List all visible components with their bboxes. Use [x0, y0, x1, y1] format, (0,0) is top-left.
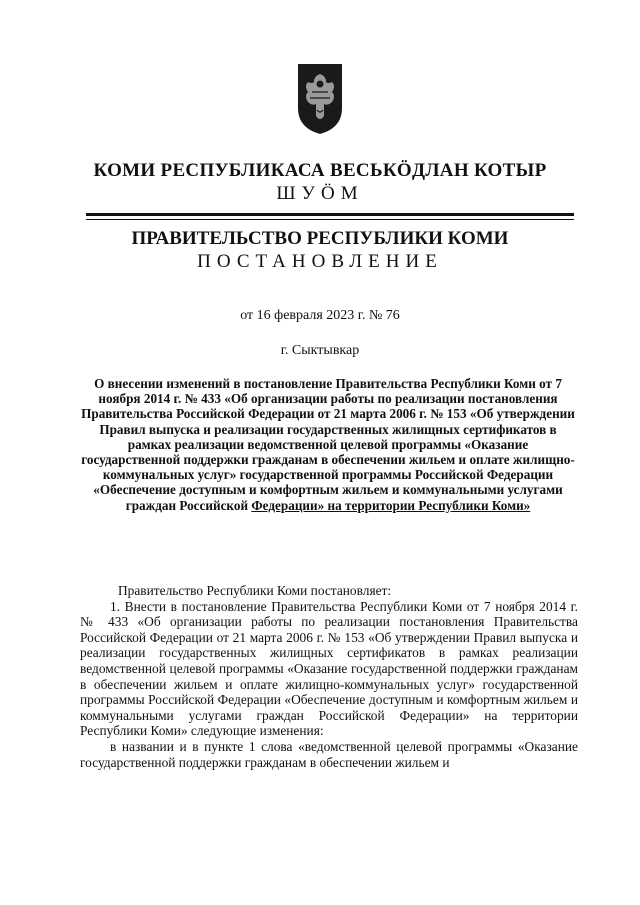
- document-title-main: О внесении изменений в постановление Правительства Республики Коми от 7 ноября 2014 г. № 433 «Об организации работы по реализации постановления Правительства Российской Федерации от 21 марта 2006 г. № 153 «Об утверждении Правил выпуска и реализации государственных жилищных сертификатов в рамках реализации ведомственной целевой программы «Оказание государственной поддержки гражданам в обеспечении жильем и оплате жилищно-коммунальных услуг» государственной программы Российской Федерации «Обеспечение доступным и комфортным жильем и коммунальными услугами граждан Российской: [81, 376, 575, 513]
- resolution-preamble: Правительство Республики Коми постановляет:: [118, 583, 392, 598]
- document-title: [78, 376, 578, 513]
- komi-document-type: ШУӦМ: [276, 183, 364, 204]
- document-city: г. Сыктывкар: [280, 343, 360, 358]
- document-body: [80, 583, 578, 770]
- paragraph-1: 1. Внести в постановление Правительства Республики Коми от 7 ноября 2014 г. № 433 «Об организации работы по реализации постановления Правительства Российской Федерации от 21 марта 2006 г. № 153 «Об утверждении Правил выпуска и реализации государственных жилищных сертификатов в рамках реализации ведомственной целевой программы «Оказание государственной поддержки гражданам в обеспечении жильем и оплате жилищно-коммунальных услуг» государственной программы Российской Федерации «Обеспечение доступным и комфортным жильем и коммунальными услугами граждан Российской Федерации» на территории Республики Коми» следующие изменения:: [80, 598, 578, 739]
- document-type: ПОСТАНОВЛЕНИЕ: [197, 251, 443, 272]
- document-title-underlined: Федерации» на территории Республики Коми»: [251, 497, 531, 513]
- header-divider-thick: [86, 213, 574, 216]
- government-name: ПРАВИТЕЛЬСТВО РЕСПУБЛИКИ КОМИ: [131, 228, 509, 249]
- header-divider-thin: [86, 219, 574, 220]
- document-date-number: от 16 февраля 2023 г. № 76: [240, 308, 400, 323]
- komi-government-name: КОМИ РЕСПУБЛИКАСА ВЕСЬКӦДЛАН КОТЫР: [93, 160, 547, 181]
- paragraph-2: в названии и в пункте 1 слова «ведомственной целевой программы «Оказание государственной поддержки гражданам в обеспечении жильем и: [80, 738, 578, 770]
- komi-coat-of-arms-icon: [296, 62, 344, 136]
